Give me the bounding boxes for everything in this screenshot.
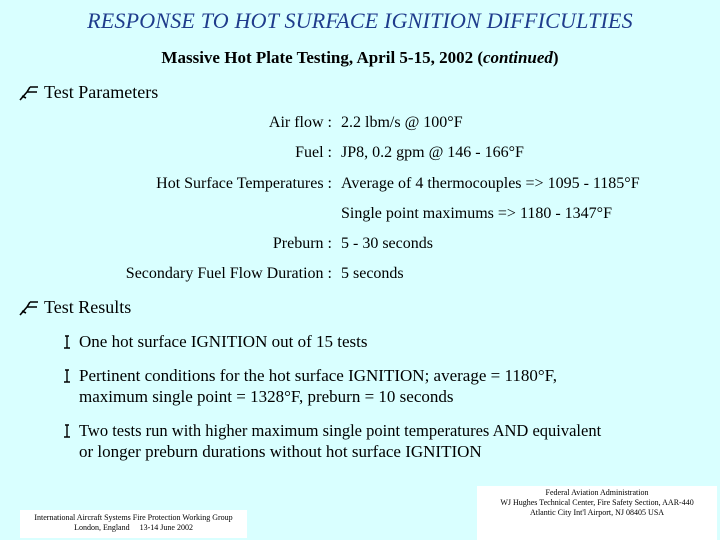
page-subtitle bbox=[0, 48, 720, 68]
footer-right-line3: Atlantic City Int'l Airport, NJ 08405 USA bbox=[529, 508, 665, 517]
param-label-fuel: Fuel : bbox=[295, 144, 332, 161]
i-glyph-icon bbox=[60, 423, 76, 439]
subtitle-end: ) bbox=[552, 48, 559, 67]
result-item bbox=[60, 365, 710, 407]
param-value-secondary-fuel: 5 seconds bbox=[341, 265, 404, 282]
footer-left-line2: London, England 13-14 June 2002 bbox=[74, 523, 193, 532]
param-value-preburn: 5 - 30 seconds bbox=[341, 235, 433, 252]
pointing-hand-icon bbox=[18, 299, 40, 317]
param-value-single-point: Single point maximums => 1180 - 1347°F bbox=[341, 205, 612, 222]
param-value-airflow: 2.2 lbm/s @ 100°F bbox=[341, 114, 463, 131]
result-line1: Pertinent conditions for the hot surface IGNITION; average = 1180°F, bbox=[79, 366, 557, 385]
footer-left-line1: International Aircraft Systems Fire Protection Working Group bbox=[34, 513, 233, 522]
param-label-preburn: Preburn : bbox=[272, 235, 332, 252]
footer-left bbox=[20, 510, 247, 538]
params-heading bbox=[18, 82, 158, 103]
result-line2: or longer preburn durations without hot surface IGNITION bbox=[79, 442, 482, 461]
i-glyph-icon bbox=[60, 368, 76, 384]
footer-right-line1: Federal Aviation Administration bbox=[545, 488, 649, 497]
footer-right-line2: WJ Hughes Technical Center, Fire Safety Section, AAR-440 bbox=[500, 498, 694, 507]
subtitle-main: Massive Hot Plate Testing, April 5-15, 2002 ( bbox=[161, 48, 483, 67]
param-label-hot-surface: Hot Surface Temperatures : bbox=[156, 175, 332, 192]
footer-right bbox=[477, 486, 717, 540]
i-glyph-icon bbox=[60, 334, 76, 350]
pointing-hand-icon bbox=[18, 84, 40, 102]
params-heading-label: Test Parameters bbox=[44, 82, 159, 102]
param-value-fuel: JP8, 0.2 gpm @ 146 - 166°F bbox=[341, 144, 524, 161]
result-line2: maximum single point = 1328°F, preburn = 10 seconds bbox=[79, 387, 454, 406]
param-label-secondary-fuel: Secondary Fuel Flow Duration : bbox=[125, 265, 332, 282]
results-heading-label: Test Results bbox=[44, 297, 132, 317]
results-heading bbox=[18, 297, 131, 318]
result-item bbox=[60, 331, 710, 352]
result-line1: Two tests run with higher maximum single point temperatures AND equivalent bbox=[79, 421, 602, 440]
result-line1: One hot surface IGNITION out of 15 tests bbox=[79, 332, 368, 351]
result-item bbox=[60, 420, 715, 462]
param-label-airflow: Air flow : bbox=[268, 114, 332, 131]
subtitle-italic: continued bbox=[483, 48, 553, 67]
param-value-hot-surface: Average of 4 thermocouples => 1095 - 1185°F bbox=[341, 175, 640, 192]
page-title: RESPONSE TO HOT SURFACE IGNITION DIFFICULTIES bbox=[87, 8, 633, 33]
